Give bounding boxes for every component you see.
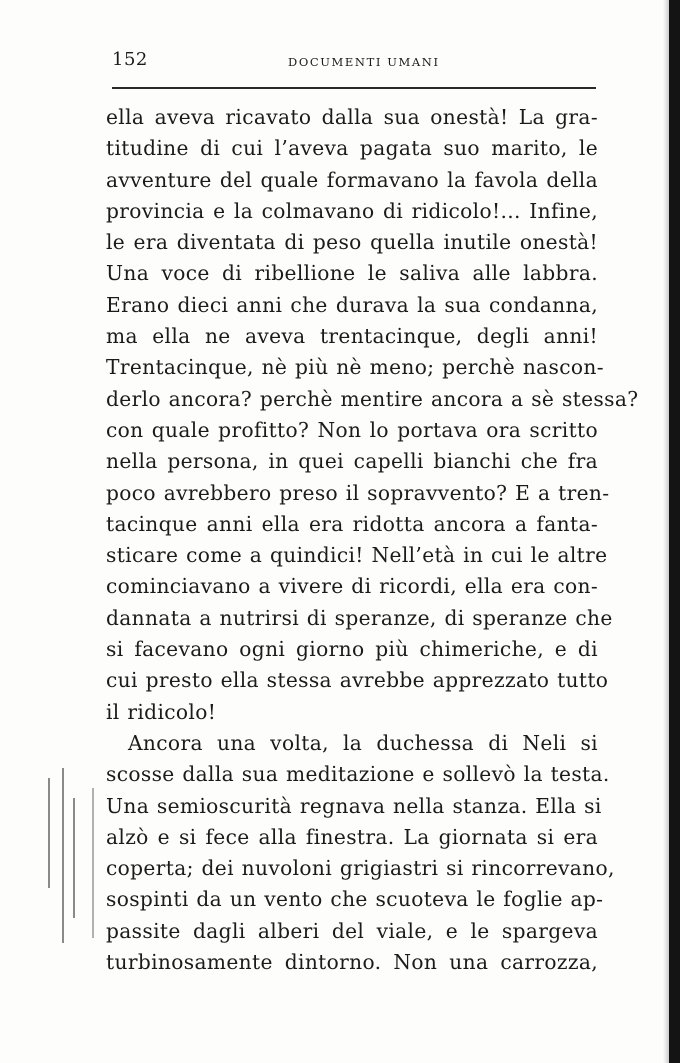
scan-edge bbox=[669, 0, 680, 1063]
text-line: provincia e la colmavano di ridicolo!... Infine, bbox=[106, 198, 598, 223]
text-line: alzò e si fece alla finestra. La giornata si era bbox=[106, 824, 598, 849]
pencil-mark bbox=[73, 798, 75, 918]
text-line: passite dagli alberi del viale, e le spargeva bbox=[106, 918, 598, 943]
text-line: cui presto ella stessa avrebbe apprezzato tutto bbox=[106, 668, 609, 693]
text-line: il ridicolo! bbox=[106, 699, 217, 724]
margin-pencil-marks bbox=[40, 768, 100, 968]
text-line: sospinti da un vento che scuoteva le foglie ap- bbox=[106, 887, 604, 912]
text-line: con quale profitto? Non lo portava ora scritto bbox=[106, 417, 598, 442]
text-line: dannata a nutrirsi di speranze, di speranze che bbox=[106, 605, 613, 630]
text-line: ma ella ne aveva trentacinque, degli anni! bbox=[106, 324, 598, 349]
text-line: Trentacinque, nè più nè meno; perchè nascon- bbox=[106, 355, 604, 380]
body-text bbox=[106, 102, 639, 978]
text-line: si facevano ogni giorno più chimeriche, e di bbox=[106, 637, 598, 662]
text-line: Una voce di ribellione le saliva alle labbra. bbox=[106, 261, 598, 286]
text-line: tacinque anni ella era ridotta ancora a fanta- bbox=[106, 511, 598, 536]
text-line: turbinosamente dintorno. Non una carrozza, bbox=[106, 950, 598, 975]
text-line: cominciavano a vivere di ricordi, ella era con- bbox=[106, 574, 598, 599]
text-line: nella persona, in quei capelli bianchi che fra bbox=[106, 449, 598, 474]
text-line: sticare come a quindici! Nell’età in cui le altre bbox=[106, 543, 608, 568]
text-line: le era diventata di peso quella inutile onestà! bbox=[106, 230, 598, 255]
running-title: DOCUMENTI UMANI bbox=[288, 55, 440, 69]
header-rule bbox=[112, 87, 596, 89]
page-header bbox=[112, 44, 598, 74]
page-number: 152 bbox=[112, 49, 148, 70]
text-line: coperta; dei nuvoloni grigiastri si rincorrevano, bbox=[106, 856, 615, 881]
text-line: Una semioscurità regnava nella stanza. Ella si bbox=[106, 793, 602, 818]
pencil-mark bbox=[48, 778, 50, 888]
text-line: Ancora una volta, la duchessa di Neli si bbox=[128, 730, 598, 755]
text-line: derlo ancora? perchè mentire ancora a sè stessa? bbox=[106, 386, 639, 411]
text-line: titudine di cui l’aveva pagata suo marito, le bbox=[106, 136, 598, 161]
text-line: Erano dieci anni che durava la sua condanna, bbox=[106, 292, 598, 317]
pencil-mark bbox=[62, 768, 64, 943]
pencil-mark bbox=[92, 788, 94, 938]
text-line: scosse dalla sua meditazione e sollevò la testa. bbox=[106, 762, 610, 787]
text-line: poco avrebbero preso il sopravvento? E a tren- bbox=[106, 480, 610, 505]
text-line: avventure del quale formavano la favola della bbox=[106, 167, 598, 192]
text-line: ella aveva ricavato dalla sua onestà! La gra- bbox=[106, 105, 598, 129]
